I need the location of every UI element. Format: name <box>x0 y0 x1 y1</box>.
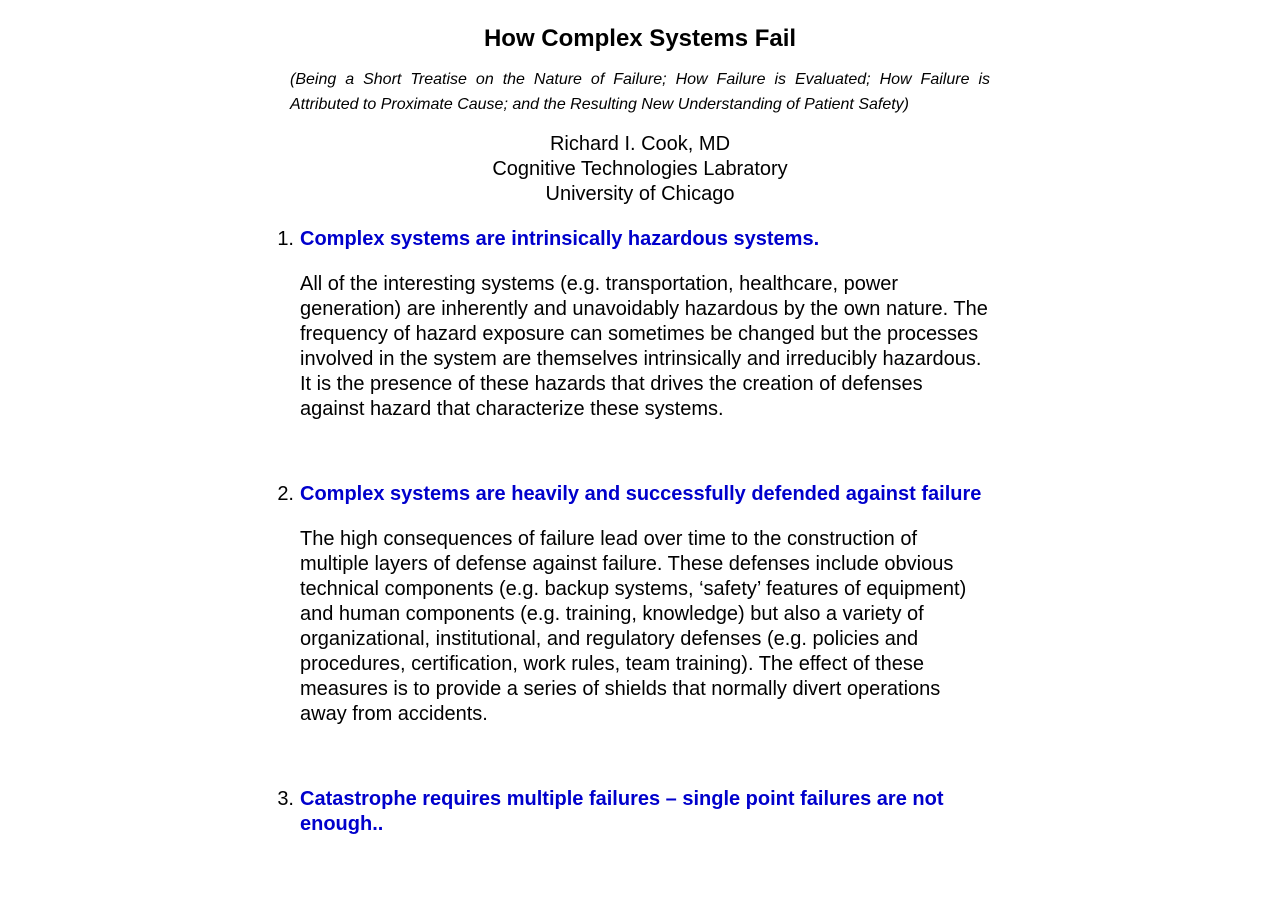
item-heading: Complex systems are heavily and successfully defended against failure <box>300 483 982 505</box>
page-title: How Complex Systems Fail <box>483 25 797 52</box>
page-subtitle: (Being a Short Treatise on the Nature of Failure; How Failure is Evaluated; How Failure is Attributed to Proximate Cause; and the Resulting New Understanding of Patient Safety) <box>290 71 990 113</box>
list-item <box>277 482 990 727</box>
item-heading: Complex systems are intrinsically hazardous systems. <box>300 228 820 250</box>
author-institution: University of Chicago <box>545 183 735 205</box>
item-number: 1. <box>277 228 294 250</box>
item-body: All of the interesting systems (e.g. transportation, healthcare, power generation) are inherently and unavoidably hazardous by the own nature. The frequency of hazard exposure can sometimes be changed but the processes involved in the system are themselves intrinsically and irreducibly hazardous. It is the presence of these hazards that drives the creation of defenses against hazard that characterize these systems. <box>300 273 988 420</box>
item-number: 2. <box>277 483 294 505</box>
author-name: Richard I. Cook, MD <box>549 133 731 155</box>
item-heading: Catastrophe requires multiple failures – single point failures are not enough.. <box>300 788 944 835</box>
list-item <box>277 227 990 422</box>
author-block <box>290 132 990 207</box>
item-body: The high consequences of failure lead over time to the construction of multiple layers of defense against failure. These defenses include obvious technical components (e.g. backup systems, ‘safety’ features of equipment) and human components (e.g. training, knowledge) but also a variety of organizational, institutional, and regulatory defenses (e.g. policies and procedures, certification, work rules, team training). The effect of these measures is to provide a series of shields that normally divert operations away from accidents. <box>300 528 967 725</box>
list-item <box>277 787 990 837</box>
item-number: 3. <box>277 788 294 810</box>
author-lab: Cognitive Technologies Labratory <box>492 158 788 180</box>
principles-list <box>277 227 990 897</box>
